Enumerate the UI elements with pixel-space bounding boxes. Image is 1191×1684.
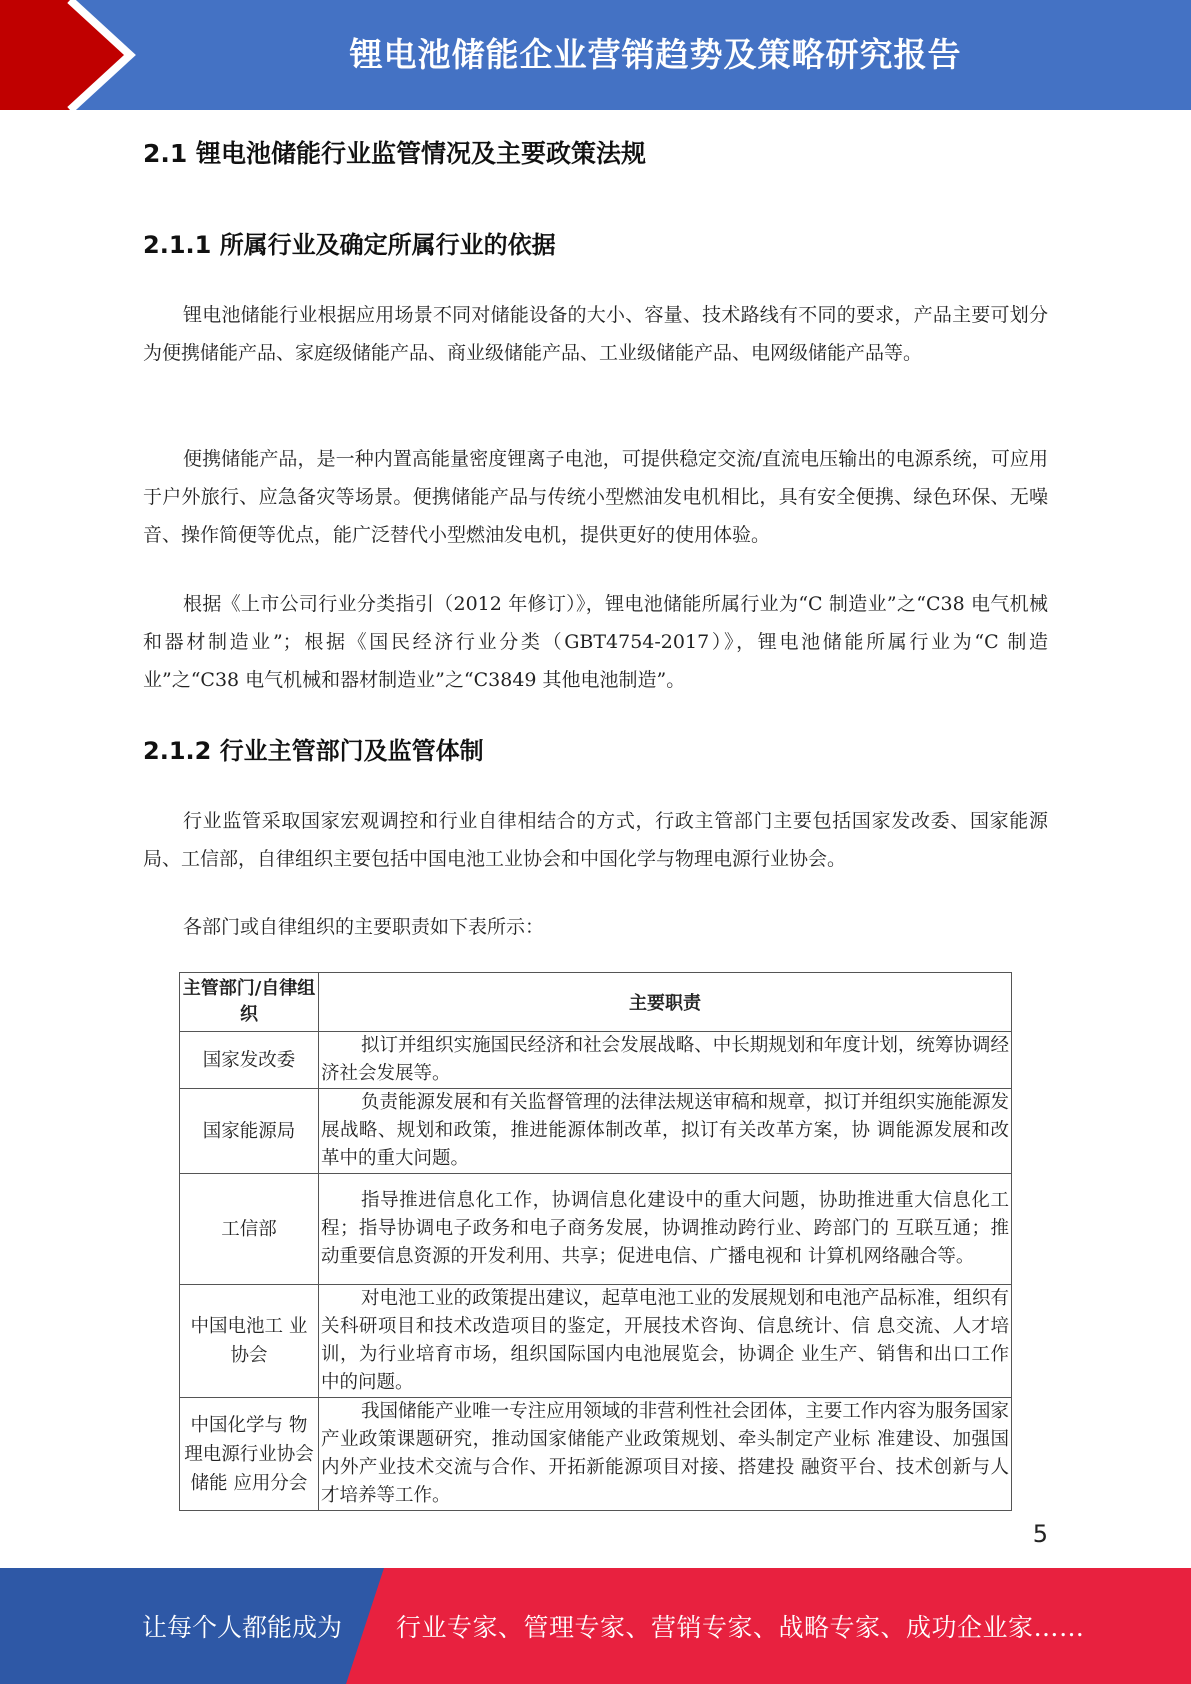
section-heading-2-1-1: 2.1.1 所属行业及确定所属行业的依据	[143, 231, 556, 259]
footer-slogan-right: 行业专家、管理专家、营销专家、战略专家、成功企业家……	[396, 1613, 1085, 1642]
page-number: 5	[1032, 1520, 1048, 1548]
paragraph-industry-classification: 根据《上市公司行业分类指引（2012 年修订）》，锂电池储能所属行业为“C 制造业”之“C38 电气机械和器材制造业”；根据《国民经济行业分类（GBT4754-2017）》，锂电池储能所属行业为“C 制造业”之“C38 电气机械和器材制造业”之“C3849 其他电池制造”。	[143, 593, 1048, 691]
department-cell: 国家能源局	[180, 1089, 319, 1174]
paragraph-portable-storage: 便携储能产品，是一种内置高能量密度锂离子电池，可提供稳定交流/直流电压输出的电源系统，可应用于户外旅行、应急备灾等场景。便携储能产品与传统小型燃油发电机相比，具有安全便携、绿色环保、无噪音、操作简便等优点，能广泛替代小型燃油发电机，提供更好的使用体验。	[143, 448, 1048, 546]
duties-table	[179, 972, 1012, 1511]
chevron-arrow-icon	[0, 0, 160, 110]
duty-cell: 指导推进信息化工作，协调信息化建设中的重大问题，协助推进重大信息化工程；指导协调电子政务和电子商务发展，协调推动跨行业、跨部门的 互联互通；推动重要信息资源的开发利用、共享；促进电信、广播电视和 计算机网络融合等。	[319, 1174, 1012, 1285]
department-cell: 中国电池工 业协会	[180, 1285, 319, 1398]
table-header-row	[180, 973, 1012, 1032]
table-row	[180, 1174, 1012, 1285]
duty-cell: 拟订并组织实施国民经济和社会发展战略、中长期规划和年度计划，统筹协调经济社会发展等。	[319, 1032, 1012, 1089]
department-cell: 工信部	[180, 1174, 319, 1285]
section-heading-2-1: 2.1 锂电池储能行业监管情况及主要政策法规	[143, 139, 646, 168]
department-cell: 国家发改委	[180, 1032, 319, 1089]
duty-cell: 我国储能产业唯一专注应用领域的非营利性社会团体，主要工作内容为服务国家产业政策课题研究，推动国家储能产业政策规划、牵头制定产业标 准建设、加强国内外产业技术交流与合作、开拓新能源项目对接、搭建投 融资平台、技术创新与人才培养等工作。	[319, 1398, 1012, 1511]
column-header-department: 主管部门/自律组织	[180, 973, 319, 1032]
department-cell: 中国化学与 物理电源行业协会储能 应用分会	[180, 1398, 319, 1511]
paragraph-table-intro: 各部门或自律组织的主要职责如下表所示：	[183, 916, 545, 938]
header-banner	[0, 0, 1191, 110]
table-row	[180, 1032, 1012, 1089]
section-heading-2-1-2: 2.1.2 行业主管部门及监管体制	[143, 737, 484, 765]
column-header-duties: 主要职责	[319, 973, 1012, 1032]
duty-cell: 负责能源发展和有关监督管理的法律法规送审稿和规章，拟订并组织实施能源发展战略、规划和政策，推进能源体制改革，拟订有关改革方案，协 调能源发展和改革中的重大问题。	[319, 1089, 1012, 1174]
footer-slogan-left: 让每个人都能成为	[142, 1613, 343, 1642]
footer-banner	[0, 1568, 1191, 1684]
table-row	[180, 1398, 1012, 1511]
table-row	[180, 1089, 1012, 1174]
paragraph-regulation-system: 行业监管采取国家宏观调控和行业自律相结合的方式，行政主管部门主要包括国家发改委、国家能源局、工信部，自律组织主要包括中国电池工业协会和中国化学与物理电源行业协会。	[143, 810, 1048, 870]
duty-cell: 对电池工业的政策提出建议，起草电池工业的发展规划和电池产品标准，组织有关科研项目和技术改造项目的鉴定，开展技术咨询、信息统计、信 息交流、人才培训，为行业培育市场，组织国际国内电池展览会，协调企 业生产、销售和出口工作中的问题。	[319, 1285, 1012, 1398]
report-title: 锂电池储能企业营销趋势及策略研究报告	[349, 35, 962, 74]
paragraph-product-classes: 锂电池储能行业根据应用场景不同对储能设备的大小、容量、技术路线有不同的要求，产品主要可划分为便携储能产品、家庭级储能产品、商业级储能产品、工业级储能产品、电网级储能产品等。	[143, 304, 1048, 364]
table-row	[180, 1285, 1012, 1398]
